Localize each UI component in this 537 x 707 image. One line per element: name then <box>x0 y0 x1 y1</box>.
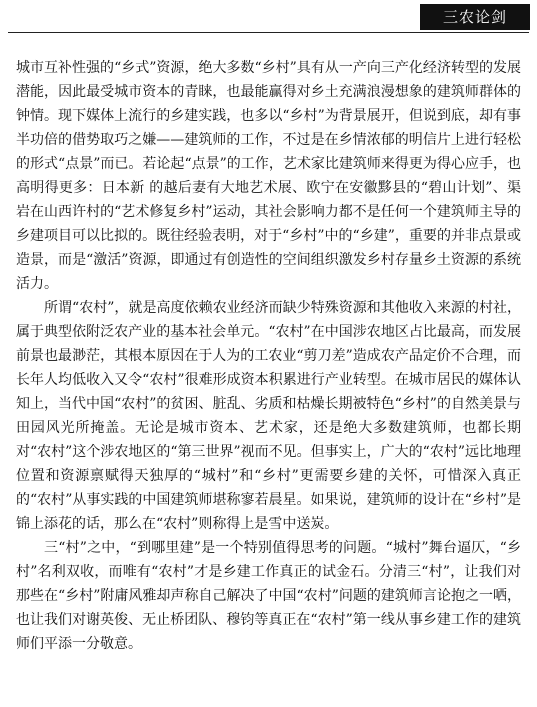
paragraph-1: 城市互补性强的“乡式”资源，绝大多数“乡村”具有从一产向三产化经济转型的发展潜能，因此最受城市资本的青睐，也最能赢得对乡土充满浪漫想象的建筑师群体的钟情。现下媒体上流行的乡建实践，也多以“乡村”为背景展开，但说到底，却有事半功倍的借势取巧之嫌——建筑师的工作，不过是在乡情浓郁的明信片上进行轻松的形式“点景”而已。若论起“点景”的工作，艺术家比建筑师来得更为得心应手，也高明得更多：日本新 的越后妻有大地艺术展、欧宁在安徽黟县的“碧山计划”、渠岩在山西许村的“艺术修复乡村”运动，其社会影响力都不是任何一个建筑师主导的乡建项目可以比拟的。既往经验表明，对于“乡村”中的“乡建”，重要的并非点景或造景，而是“激活”资源，即通过有创造性的空间组织激发乡村存量乡土资源的系统活力。 <box>16 60 521 292</box>
paragraph-2: 所谓“农村”，就是高度依赖农业经济而缺少特殊资源和其他收入来源的村社，属于典型依附泛农产业的基本社会单元。“农村”在中国涉农地区占比最高，而发展前景也最渺茫，其根本原因在于人为的工农业“剪刀差”造成农产品定价不合理，而长年人均低收入又令“农村”很难形成资本积累进行产业转型。在城市居民的媒体认知上，当代中国“农村”的贫困、脏乱、劣质和枯燥长期被特色“乡村”的自然美景与田园风光所掩盖。无论是城市资本、艺术家，还是绝大多数建筑师，也都长期对“农村”这个涉农地区的“第三世界”视而不见。但事实上，广大的“农村”远比地理位置和资源禀赋得天独厚的“城村”和“乡村”更需要乡建的关怀，可惜深入真正的“农村”从事实践的中国建筑师堪称寥若晨星。如果说，建筑师的设计在“乡村”是锦上添花的话，那么在“农村”则称得上是雪中送炭。 <box>16 300 521 532</box>
section-tag: 三农论剑 <box>420 4 530 30</box>
header-divider <box>8 32 529 33</box>
article-body <box>16 56 521 656</box>
paragraph-3: 三“村”之中，“到哪里建”是一个特别值得思考的问题。“城村”舞台逼仄，“乡村”名利双收，而唯有“农村”才是乡建工作真正的试金石。分清三“村”，让我们对那些在“乡村”附庸风雅却声称自己解决了中国“农村”问题的建筑师言论抱之一哂，也让我们对谢英俊、无止桥团队、穆钧等真正在“农村”第一线从事乡建工作的建筑师们平添一分敬意。 <box>16 540 521 652</box>
